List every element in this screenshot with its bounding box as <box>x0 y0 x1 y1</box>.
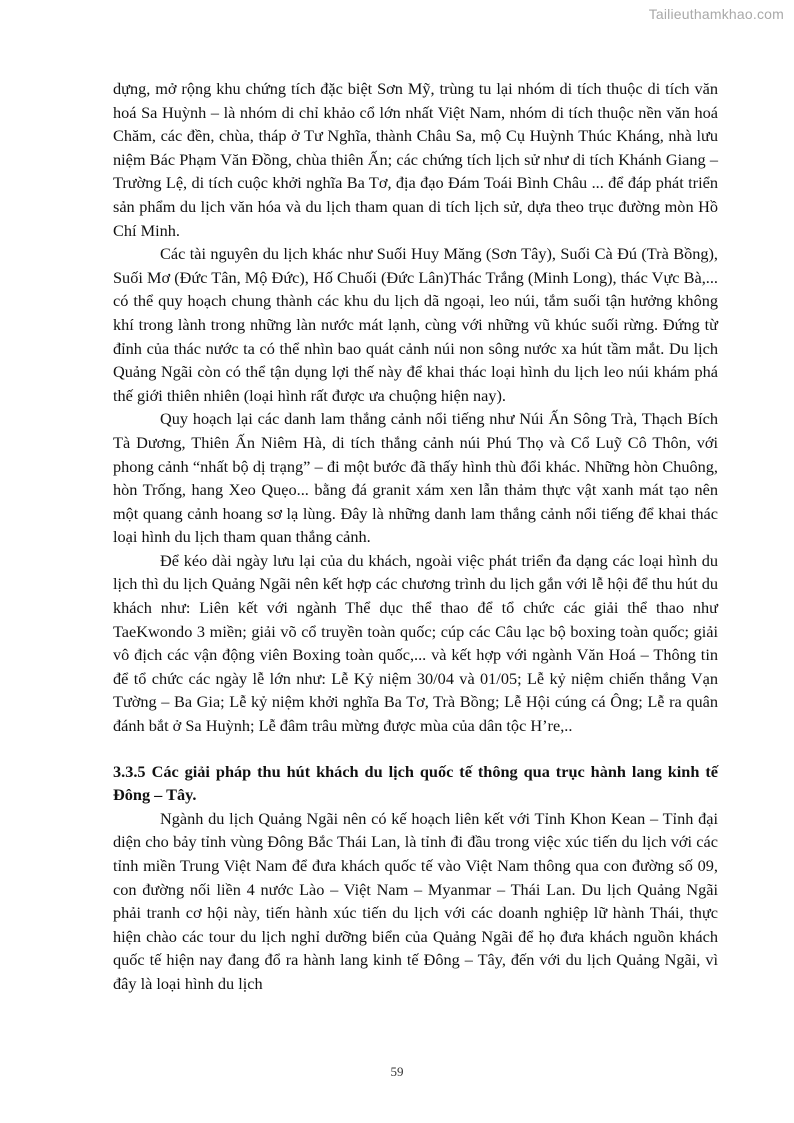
paragraph-festivals: Để kéo dài ngày lưu lại của du khách, ngoài việc phát triển đa dạng các loại hình du lịch thì du lịch Quảng Ngãi nên kết hợp các chương trình du lịch gắn với lễ hội để thu hút du khách như: Liên kết với ngành Thể dục thể thao để tổ chức các giải thể thao như TaeKwondo 3 miền; giải võ cổ truyền toàn quốc; cúp các Câu lạc bộ boxing toàn quốc; giải vô địch các vận động viên Boxing toàn quốc,... và kết hợp với ngành Văn Hoá – Thông tin để tổ chức các ngày lễ lớn như: Lễ Kỷ niệm 30/04 và 01/05; Lễ kỷ niệm chiến thắng Vạn Tường – Ba Gia; Lễ kỷ niệm khởi nghĩa Ba Tơ, Trà Bồng; Lễ Hội cúng cá Ông; Lễ ra quân đánh bắt ở Sa Huỳnh; Lễ đâm trâu mừng được mùa của dân tộc H’re,.. <box>113 550 718 736</box>
section-title: Các giải pháp thu hút khách du lịch quốc tế thông qua trục hành lang kinh tế Đông – Tây. <box>113 761 718 805</box>
paragraph-natural-resources: Các tài nguyên du lịch khác như Suối Huy Măng (Sơn Tây), Suối Cà Đú (Trà Bồng), Suối Mơ (Đức Tân, Mộ Đức), Hố Chuối (Đức Lân)Thác Trắng (Minh Long), thác Vực Bà,... có thể quy hoạch chung thành các khu du lịch dã ngoại, leo núi, tắm suối tận hưởng không khí trong lành trong những làn nước mát lạnh, cùng với những vũ khúc suối rừng. Đứng từ đỉnh của thác nước ta có thể nhìn bao quát cảnh núi non sông nước xa hút tầm mắt. Du lịch Quảng Ngãi còn có thể tận dụng lợi thế này để khai thác loại hình du lịch leo núi khám phá thế giới thiên nhiên (loại hình rất được ưa chuộng hiện nay). <box>113 244 718 405</box>
paragraph-east-west-corridor: Ngành du lịch Quảng Ngãi nên có kế hoạch liên kết với Tỉnh Khon Kean – Tỉnh đại diện cho bảy tỉnh vùng Đông Bắc Thái Lan, là tỉnh đi đầu trong việc xúc tiến du lịch với các tỉnh miền Trung Việt Nam để đưa khách quốc tế vào Việt Nam thông qua con đường số 09, con đường nối liền 4 nước Lào – Việt Nam – Myanmar – Thái Lan. Du lịch Quảng Ngãi phải tranh cơ hội này, tiến hành xúc tiến du lịch với các doanh nghiệp lữ hành Thái, thực hiện chào các tour du lịch nghỉ dưỡng biển của Quảng Ngãi để họ đưa khách nguồn khách quốc tế hiện nay đang đổ ra hành lang kinh tế Đông – Tây, đến với du lịch Quảng Ngãi, vì đây là loại hình du lịch <box>113 808 718 993</box>
paragraph-continuation: dựng, mở rộng khu chứng tích đặc biệt Sơn Mỹ, trùng tu lại nhóm di tích thuộc di tích văn hoá Sa Huỳnh – là nhóm di chỉ khảo cổ lớn nhất Việt Nam, nhóm di tích thuộc nền văn hoá Chăm, các đền, chùa, tháp ở Tư Nghĩa, thành Châu Sa, mộ Cụ Huỳnh Thúc Kháng, nhà lưu niệm Bác Phạm Văn Đồng, chùa thiên Ấn; các chứng tích lịch sử như di tích Khánh Giang – Trường Lệ, di tích cuộc khởi nghĩa Ba Tơ, địa đạo Đám Toái Bình Châu ... để đáp phát triển sản phẩm du lịch văn hóa và du lịch tham quan di tích lịch sử, dựa theo trục đường mòn Hồ Chí Minh. <box>113 79 718 240</box>
page-number: 59 <box>390 1064 404 1079</box>
watermark: Tailieuthamkhao.com <box>648 6 784 22</box>
section-heading <box>113 760 718 807</box>
section-number: 3.3.5 <box>113 761 146 781</box>
document-body <box>113 77 718 996</box>
paragraph-scenic-spots: Quy hoạch lại các danh lam thắng cảnh nổi tiếng như Núi Ấn Sông Trà, Thạch Bích Tà Dương, Thiên Ấn Niêm Hà, di tích thắng cảnh núi Phú Thọ và Cổ Luỹ Cô Thôn, với phong cảnh “nhất bộ dị trạng” – đi một bước đã thấy hình thù đổi khác. Những hòn Chuông, hòn Trống, hang Xeo Quẹo... bằng đá granit xám xen lẫn thảm thực vật xanh mát tạo nên một quang cảnh hoang sơ lạ lùng. Đây là những danh lam thắng cảnh nổi tiếng để khai thác loại hình du lịch tham quan thắng cảnh. <box>113 409 718 547</box>
